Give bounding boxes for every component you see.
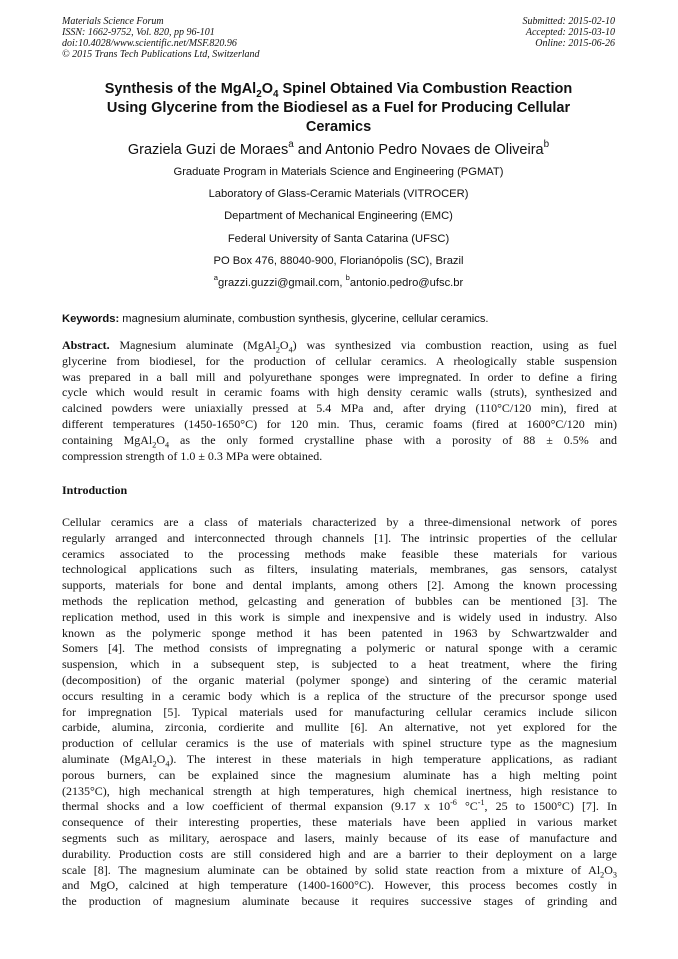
title-line-2: Using Glycerine from the Biodiesel as a Fuel for Producing Cellular: [106, 100, 571, 116]
journal-copyright: © 2015 Trans Tech Publications Ltd, Switzerland: [62, 49, 260, 60]
body-line: carbide, alumina, zirconia, cordierite and mullite [6]. An alternative, not yet explored for the: [62, 720, 617, 735]
body-line: (decomposition) of the organic material (polymer sponge) and sintering of the ceramic material: [62, 672, 617, 687]
date-submitted: Submitted: 2015-02-10: [522, 16, 615, 27]
body-line: known as the polymeric sponge method it has been patented in 1963 by Schwartzwalder and: [62, 625, 617, 640]
body-line: methods the replication method, gelcasting and generation of bubbles can be mentioned [3]. The: [62, 593, 617, 608]
introduction-body: [62, 515, 617, 910]
author-emails: $^a$grazzi.guzzi@gmail.com, $^b$antonio.pedro@ufsc.br: [213, 273, 464, 289]
abstract-line: containing $MgAl_2O_4$ as the only formed crystalline phase with a porosity of 88 ± 0.5% and: [62, 432, 618, 450]
abstract-line: Abstract. Magnesium aluminate $(MgAl_2O_4)$ was synthesized via combustion reaction, using as fuel: [62, 338, 617, 355]
date-online: Online: 2015-06-26: [535, 38, 615, 49]
journal-issn: ISSN: 1662-9752, Vol. 820, pp 96-101: [62, 27, 215, 38]
body-line: Cellular ceramics are a class of materials characterized by a three-dimensional network of pores: [62, 515, 617, 529]
author-mark: a: [288, 139, 294, 151]
body-line: ceramics associated to the processing methods make feasible these materials for various: [62, 546, 617, 561]
affiliation-line: Department of Mechanical Engineering (EMC): [224, 210, 453, 223]
abstract-label: Abstract.: [62, 338, 110, 352]
author-list: [62, 141, 615, 160]
abstract-line: glycerine from biodiesel, for the production of cellular ceramics. A rheologically stable suspension: [62, 353, 617, 368]
affiliation-line: Federal University of Santa Catarina (UFSC): [227, 232, 450, 245]
journal-name: Materials Science Forum: [62, 16, 164, 27]
body-line: durability. Production costs are still considered high and are a barrier to their deployment on a large: [62, 846, 617, 861]
affiliation-line: Graduate Program in Materials Science and Engineering (PGMAT): [173, 166, 504, 178]
abstract-line: compression strength of 1.0 ± 0.3 MPa were obtained.: [62, 448, 323, 463]
author-separator: and: [293, 142, 326, 158]
section-heading-introduction: Introduction: [62, 483, 128, 497]
journal-doi[interactable]: doi:10.4028/www.scientific.net/MSF.820.96: [62, 38, 237, 49]
author-name: Antonio Pedro Novaes de Oliveira: [325, 142, 544, 158]
body-line: replication method, used in this work is simple and inexpensive and is widely used in industry. Also: [62, 609, 617, 624]
author-mark: b: [543, 139, 550, 151]
body-line: aluminate $(MgAl_2O_4)$. The interest in these materials in high temperature applications, as radiant: [62, 751, 618, 769]
abstract-line: calcined powders were uniaxially pressed at 5.4 MPa and, after drying (110°C/120 min), fired at: [62, 401, 617, 416]
paper-title: [62, 80, 615, 137]
body-line: production of cellular ceramics is the use of materials with spinel structure type as the magnesium: [62, 736, 617, 751]
body-line: technological applications such as filters, insulating materials, membranes, gas sensors, catalyst: [62, 562, 617, 577]
body-line: and MgO, calcined at high temperature (1400-1600°C). However, this process becomes costly in: [62, 878, 617, 893]
body-line: supports, materials for bone and dental implants, among others [2]. Among the known processing: [62, 578, 617, 593]
abstract-line: different temperatures (1450-1650°C) for 120 min. Thus, ceramic foams (fired at 1600°C/120 min): [62, 416, 617, 431]
keywords-label: Keywords:: [62, 313, 120, 325]
affiliation-line: PO Box 476, 88040-900, Florianópolis (SC), Brazil: [213, 254, 464, 267]
body-line: occurs resulting in a ceramic body which is a replica of the structure of the precursor sponge used: [62, 688, 617, 703]
title-line-3: Ceramics: [305, 119, 372, 135]
body-line: scale [8]. The magnesium aluminate can be obtained by solid state reaction from a mixture of $Al_2O_3$: [62, 862, 617, 879]
body-line: thermal shocks and a low coefficient of thermal expansion (9.17 x $10^{-6}$ $^\circ C^{-1}$, 25 to 1500°C) [7]. In: [62, 797, 617, 814]
abstract: [62, 338, 617, 464]
abstract-line: was prepared in a ball mill and polyurethane sponges were impregnated. In order to define a firing: [62, 369, 617, 384]
body-line: suspension, which in a subsequent step, is subjected to a heat treatment, where the firing: [62, 657, 617, 672]
keywords-text: magnesium aluminate, combustion synthesis, glycerine, cellular ceramics.: [119, 313, 489, 325]
body-line: for impregnation [5]. Typical materials used for manufacturing cellular ceramics include silicon: [62, 704, 617, 719]
body-line: regularly arranged and interconnected through channels [1]. The intrinsic properties of the cellular: [62, 530, 617, 545]
title-line-1: Synthesis of the $MgAl_2O_4$ Spinel Obtained Via Combustion Reaction: [104, 81, 573, 100]
submission-dates: [523, 16, 616, 49]
affiliation-line: Laboratory of Glass-Ceramic Materials (VITROCER): [208, 188, 469, 201]
email-link[interactable]: grazzi.guzzi@gmail.com,: [218, 276, 346, 289]
date-accepted: Accepted: 2015-03-10: [525, 27, 615, 38]
keywords: [62, 312, 617, 326]
abstract-line: cycle which would result in ceramic foams with high density ceramic walls (struts), synthesized and: [62, 385, 617, 400]
affiliations: [62, 165, 615, 298]
journal-header: [62, 16, 260, 60]
body-line: segments such as military, aerospace and lasers, mainly because of its ease of manufacture and: [62, 830, 617, 845]
body-line: consequence of their interesting properties, these materials have been applied in various market: [62, 815, 617, 830]
email-link[interactable]: antonio.pedro@ufsc.br: [349, 276, 464, 289]
body-line: the production of magnesium aluminate because it requires successive stages of grinding and: [62, 894, 617, 909]
body-line: porous burners, can be explained since the magnesium aluminate has a high melting point: [62, 767, 617, 782]
body-line: Somers [4]. The method consists of impregnating a polymeric or natural sponge with a ceramic: [62, 641, 617, 656]
body-line: (2135°C), high mechanical strength at high temperatures, high chemical inertness, high resistance to: [62, 783, 617, 798]
author-name: Graziela Guzi de Moraes: [127, 142, 289, 158]
